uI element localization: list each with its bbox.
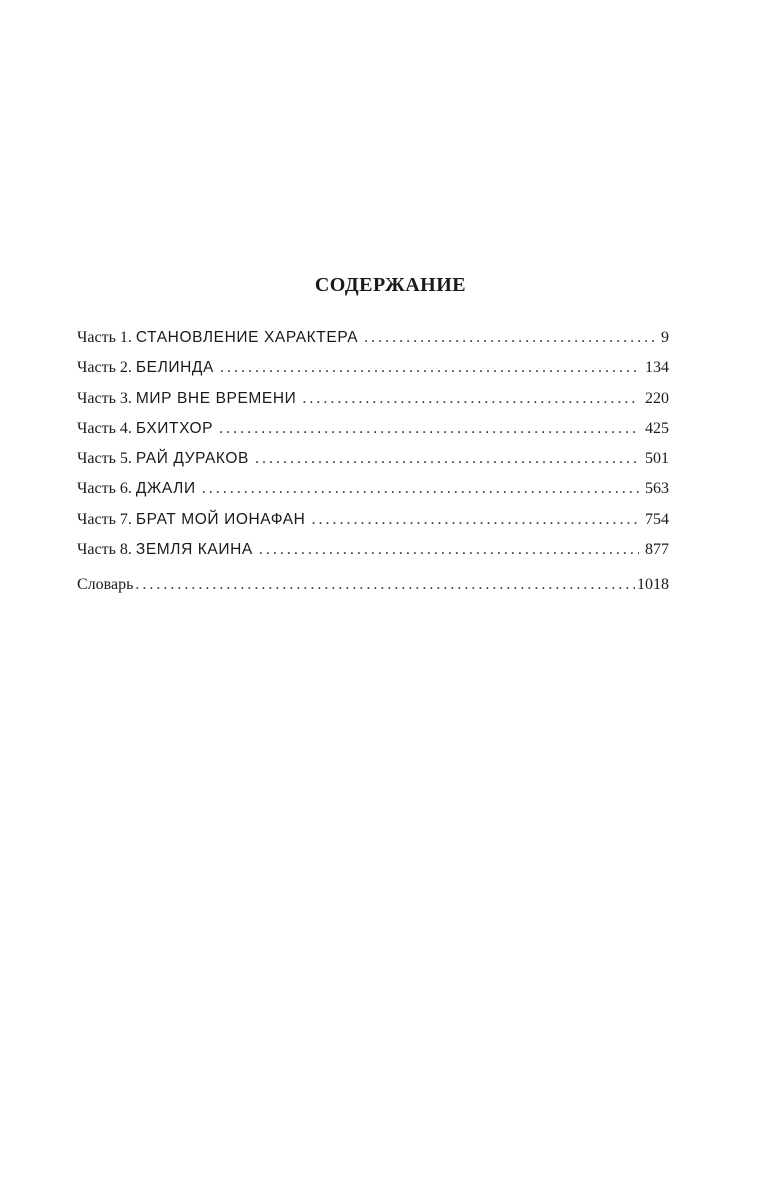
toc-entry-title: ДЖАЛИ xyxy=(135,480,196,498)
toc-entry-label: Часть 7. xyxy=(77,510,132,528)
toc-entry-title: БЕЛИНДА xyxy=(135,359,214,377)
toc-entry-title: СТАНОВЛЕНИЕ ХАРАКТЕРА xyxy=(135,329,359,346)
toc-entry-page: 501 xyxy=(645,450,669,468)
toc-entry-part-8[interactable] xyxy=(77,535,669,565)
dot-leader xyxy=(311,505,639,535)
toc-entry-title: МИР ВНЕ ВРЕМЕНИ xyxy=(135,389,297,407)
toc-entry-page: 754 xyxy=(645,510,669,528)
toc-entry-label: Часть 2. xyxy=(77,359,132,377)
toc-entry-glossary[interactable] xyxy=(77,570,669,600)
toc-entry-label: Часть 1. xyxy=(77,329,132,346)
toc-entry-label: Часть 8. xyxy=(77,541,132,559)
dot-leader xyxy=(302,384,639,414)
toc-entry-page: 563 xyxy=(645,480,669,498)
dot-leader xyxy=(135,570,635,600)
dot-leader xyxy=(202,474,639,504)
dot-leader xyxy=(255,444,639,474)
toc-entry-part-2[interactable] xyxy=(77,353,669,383)
toc-entry-title: РАЙ ДУРАКОВ xyxy=(135,450,249,468)
toc-entry-title: БХИТХОР xyxy=(135,419,214,437)
toc-entry-page: 877 xyxy=(645,541,669,559)
toc-entry-page: 9 xyxy=(661,329,669,346)
toc-entry-label: Часть 4. xyxy=(77,419,132,437)
dot-leader xyxy=(259,535,639,565)
toc-entry-part-1[interactable] xyxy=(77,323,669,353)
toc-entry-label: Часть 5. xyxy=(77,450,132,468)
dot-leader xyxy=(364,323,655,353)
toc-entry-label: Словарь xyxy=(77,576,134,594)
toc-entry-part-4[interactable] xyxy=(77,414,669,444)
toc-entry-part-5[interactable] xyxy=(77,444,669,474)
toc-entry-label: Часть 3. xyxy=(77,389,132,407)
dot-leader xyxy=(219,414,639,444)
dot-leader xyxy=(220,353,639,383)
toc-entry-page: 220 xyxy=(645,389,669,407)
table-of-contents xyxy=(77,323,669,601)
toc-entry-page: 1018 xyxy=(637,576,669,594)
toc-entry-page: 134 xyxy=(645,359,669,377)
toc-entry-page: 425 xyxy=(645,419,669,437)
toc-entry-part-7[interactable] xyxy=(77,505,669,535)
toc-entry-label: Часть 6. xyxy=(77,480,132,498)
toc-entry-part-3[interactable] xyxy=(77,384,669,414)
toc-entry-part-6[interactable] xyxy=(77,474,669,504)
toc-entry-title: ЗЕМЛЯ КАИНА xyxy=(135,541,253,559)
toc-entry-title: БРАТ МОЙ ИОНАФАН xyxy=(135,510,306,528)
toc-heading: СОДЕРЖАНИЕ xyxy=(314,274,467,296)
